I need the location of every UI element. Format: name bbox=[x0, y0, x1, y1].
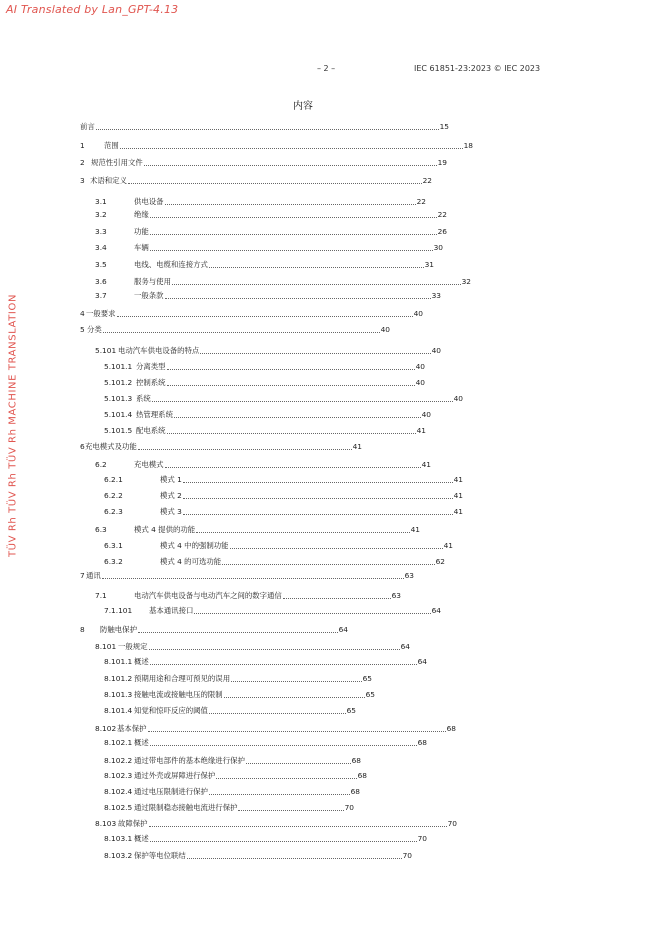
toc-entry[interactable] bbox=[104, 834, 427, 844]
toc-page-number: 65 bbox=[365, 690, 375, 699]
toc-entry[interactable] bbox=[104, 426, 426, 436]
dot-leader bbox=[172, 284, 461, 285]
toc-entry[interactable] bbox=[104, 771, 367, 781]
toc-page-number: 30 bbox=[433, 243, 443, 252]
toc-section-number: 1 bbox=[80, 141, 85, 150]
dot-leader bbox=[167, 433, 416, 434]
toc-entry[interactable] bbox=[104, 507, 463, 517]
dot-leader bbox=[103, 332, 380, 333]
toc-section-number: 3 bbox=[80, 176, 85, 185]
toc-page-number: 41 bbox=[453, 475, 463, 484]
toc-page-number: 40 bbox=[431, 346, 441, 355]
toc-entry[interactable] bbox=[80, 141, 473, 151]
translation-watermark: AI Translated by Lan_GPT-4.13 bbox=[6, 3, 179, 16]
dot-leader bbox=[144, 165, 437, 166]
toc-section-title: 车辆 bbox=[134, 243, 149, 252]
toc-section-title: 模式 4 提供的功能 bbox=[134, 525, 196, 534]
toc-entry[interactable] bbox=[95, 525, 420, 535]
dot-leader bbox=[150, 841, 417, 842]
toc-section-title: 分类 bbox=[87, 325, 102, 334]
toc-page-number: 68 bbox=[350, 787, 360, 796]
toc-entry[interactable] bbox=[104, 362, 425, 372]
toc-section-number: 6.2.3 bbox=[104, 507, 123, 516]
toc-page-number: 70 bbox=[344, 803, 354, 812]
toc-section-title: 一般规定 bbox=[118, 642, 148, 651]
toc-section-number: 2 bbox=[80, 158, 85, 167]
toc-section-title: 一般要求 bbox=[86, 309, 116, 318]
toc-page-number: 65 bbox=[346, 706, 356, 715]
toc-section-number: 8.101.2 bbox=[104, 674, 133, 683]
dot-leader bbox=[238, 810, 343, 811]
page-title: 内容 bbox=[293, 101, 313, 112]
toc-section-title: 电动汽车供电设备的特点 bbox=[118, 346, 200, 355]
dot-leader bbox=[167, 385, 415, 386]
toc-section-title: 预期用途和合理可预见的误用 bbox=[134, 674, 231, 683]
toc-section-title: 故障保护 bbox=[118, 819, 148, 828]
standard-reference: IEC 61851-23:2023 © IEC 2023 bbox=[414, 64, 541, 73]
dot-leader bbox=[165, 467, 421, 468]
toc-entry[interactable] bbox=[80, 122, 449, 132]
toc-section-number: 5.101 bbox=[95, 346, 117, 355]
toc-page-number: 41 bbox=[416, 426, 426, 435]
toc-section-title: 范围 bbox=[104, 141, 119, 150]
dot-leader bbox=[194, 613, 430, 614]
toc-section-number: 7.1 bbox=[95, 591, 107, 600]
toc-page-number: 40 bbox=[415, 378, 425, 387]
page-number: – 2 – bbox=[317, 64, 336, 73]
toc-section-title: 功能 bbox=[134, 227, 149, 236]
toc-section-number: 6.2 bbox=[95, 460, 107, 469]
dot-leader bbox=[128, 183, 422, 184]
toc-entry[interactable] bbox=[104, 606, 441, 616]
dot-leader bbox=[165, 298, 431, 299]
toc-entry[interactable] bbox=[104, 491, 463, 501]
toc-entry[interactable] bbox=[80, 625, 348, 635]
dot-leader bbox=[150, 745, 417, 746]
toc-entry[interactable] bbox=[80, 158, 447, 168]
toc-page-number: 41 bbox=[421, 460, 431, 469]
dot-leader bbox=[196, 532, 409, 533]
toc-page-number: 41 bbox=[410, 525, 420, 534]
toc-section-number: 6.2.1 bbox=[104, 475, 123, 484]
dot-leader bbox=[150, 217, 437, 218]
toc-page-number: 68 bbox=[357, 771, 367, 780]
toc-section-title: 模式 4 的可选功能 bbox=[160, 557, 222, 566]
toc-entry[interactable] bbox=[104, 557, 445, 567]
dot-leader bbox=[216, 778, 356, 779]
toc-page-number: 40 bbox=[413, 309, 423, 318]
toc-section-title: 电线、电缆和连接方式 bbox=[134, 260, 208, 269]
toc-page-number: 40 bbox=[453, 394, 463, 403]
dot-leader bbox=[102, 578, 404, 579]
toc-section-number: 3.1 bbox=[95, 197, 107, 206]
toc-entry[interactable] bbox=[95, 642, 410, 652]
toc-section-title: 绝缘 bbox=[134, 210, 149, 219]
toc-page-number: 32 bbox=[461, 277, 471, 286]
toc-section-title: 热管理系统 bbox=[136, 410, 173, 419]
toc-entry[interactable] bbox=[80, 176, 432, 186]
toc-page-number: 64 bbox=[400, 642, 410, 651]
toc-entry[interactable] bbox=[95, 227, 447, 237]
toc-entry[interactable] bbox=[95, 243, 443, 253]
toc-page-number: 68 bbox=[351, 756, 361, 765]
toc-section-number: 8.102.5 bbox=[104, 803, 133, 812]
toc-section-number: 3.2 bbox=[95, 210, 107, 219]
toc-section-number: 5.101.3 bbox=[104, 394, 133, 403]
toc-entry[interactable] bbox=[80, 325, 390, 335]
toc-section-number: 3.7 bbox=[95, 291, 107, 300]
toc-section-number: 4 bbox=[80, 309, 85, 318]
toc-page-number: 41 bbox=[453, 507, 463, 516]
toc-entry[interactable] bbox=[104, 475, 463, 485]
toc-page-number: 15 bbox=[439, 122, 449, 131]
toc-entry[interactable] bbox=[95, 591, 401, 601]
toc-page-number: 63 bbox=[404, 571, 414, 580]
toc-page-number: 64 bbox=[338, 625, 348, 634]
dot-leader bbox=[224, 697, 365, 698]
toc-page-number: 40 bbox=[421, 410, 431, 419]
toc-section-number: 8 bbox=[80, 625, 85, 634]
toc-entry[interactable] bbox=[104, 378, 425, 388]
toc-section-title: 通讯 bbox=[86, 571, 101, 580]
toc-section-number: 6.3.2 bbox=[104, 557, 123, 566]
dot-leader bbox=[152, 401, 453, 402]
side-watermark: TÜV Rh TÜV Rh TÜV Rh MACHINE TRANSLATION bbox=[7, 293, 19, 558]
toc-page-number: 70 bbox=[447, 819, 457, 828]
toc-section-number: 8.101.3 bbox=[104, 690, 133, 699]
toc-page-number: 26 bbox=[437, 227, 447, 236]
toc-entry[interactable] bbox=[104, 706, 356, 716]
toc-entry[interactable] bbox=[104, 756, 361, 766]
dot-leader bbox=[231, 681, 362, 682]
dot-leader bbox=[187, 858, 402, 859]
toc-page-number: 63 bbox=[391, 591, 401, 600]
toc-page-number: 22 bbox=[416, 197, 426, 206]
dot-leader bbox=[209, 267, 424, 268]
toc-page-number: 22 bbox=[437, 210, 447, 219]
toc-entry[interactable] bbox=[104, 674, 372, 684]
dot-leader bbox=[149, 826, 447, 827]
toc-page-number: 65 bbox=[362, 674, 372, 683]
toc-entry[interactable] bbox=[80, 442, 362, 452]
toc-section-number: 8.103.2 bbox=[104, 851, 133, 860]
toc-page-number: 64 bbox=[431, 606, 441, 615]
toc-section-number: 3.5 bbox=[95, 260, 107, 269]
toc-section-number: 6.2.2 bbox=[104, 491, 123, 500]
toc-section-number: 8.101.1 bbox=[104, 657, 133, 666]
toc-section-title: 充电模式及功能 bbox=[85, 442, 137, 451]
toc-section-title: 概述 bbox=[134, 834, 149, 843]
toc-section-number: 3.3 bbox=[95, 227, 107, 236]
toc-section-title: 通过外壳或屏障进行保护 bbox=[134, 771, 216, 780]
toc-entry[interactable] bbox=[95, 346, 441, 356]
toc-section-number: 5 bbox=[80, 325, 85, 334]
toc-section-title: 防触电保护 bbox=[100, 625, 137, 634]
toc-section-title: 服务与使用 bbox=[134, 277, 171, 286]
dot-leader bbox=[149, 649, 400, 650]
toc-page-number: 31 bbox=[424, 260, 434, 269]
toc-section-number: 8.102 bbox=[95, 724, 117, 733]
toc-section-number: 8.102.1 bbox=[104, 738, 133, 747]
toc-section-number: 8.101 bbox=[95, 642, 117, 651]
dot-leader bbox=[209, 794, 350, 795]
toc-section-number: 5.101.2 bbox=[104, 378, 133, 387]
toc-section-title: 术语和定义 bbox=[90, 176, 127, 185]
dot-leader bbox=[230, 548, 443, 549]
toc-section-title: 通过带电部件的基本绝缘进行保护 bbox=[134, 756, 245, 765]
toc-page-number: 64 bbox=[417, 657, 427, 666]
toc-section-title: 分离类型 bbox=[136, 362, 166, 371]
toc-page-number: 68 bbox=[446, 724, 456, 733]
toc-entry[interactable] bbox=[104, 851, 412, 861]
toc-section-title: 模式 3 bbox=[160, 507, 182, 516]
toc-section-title: 通过电压限制进行保护 bbox=[134, 787, 208, 796]
toc-section-title: 充电模式 bbox=[134, 460, 164, 469]
toc-entry[interactable] bbox=[104, 787, 360, 797]
toc-page-number: 70 bbox=[417, 834, 427, 843]
toc-section-number: 8.103.1 bbox=[104, 834, 133, 843]
toc-section-number: 7 bbox=[80, 571, 85, 580]
toc-section-title: 一般条款 bbox=[134, 291, 164, 300]
toc-section-number: 6.3 bbox=[95, 525, 107, 534]
toc-page-number: 41 bbox=[352, 442, 362, 451]
dot-leader bbox=[222, 564, 434, 565]
toc-entry[interactable] bbox=[104, 541, 453, 551]
toc-section-title: 概述 bbox=[134, 738, 149, 747]
toc-section-title: 电动汽车供电设备与电动汽车之间的数字通信 bbox=[134, 591, 282, 600]
toc-section-title: 系统 bbox=[136, 394, 151, 403]
toc-entry[interactable] bbox=[95, 460, 431, 470]
toc-entry[interactable] bbox=[104, 657, 427, 667]
toc-section-number: 5.101.5 bbox=[104, 426, 133, 435]
toc-section-title: 知觉和惊吓反应的阈值 bbox=[134, 706, 208, 715]
toc-section-title: 模式 2 bbox=[160, 491, 182, 500]
toc-page-number: 40 bbox=[380, 325, 390, 334]
toc-page-number: 33 bbox=[431, 291, 441, 300]
toc-page-number: 70 bbox=[402, 851, 412, 860]
dot-leader bbox=[200, 353, 430, 354]
dot-leader bbox=[174, 417, 421, 418]
toc-section-number: 5.101.1 bbox=[104, 362, 133, 371]
toc-section-title: 基本通讯接口 bbox=[149, 606, 194, 615]
toc-page-number: 40 bbox=[415, 362, 425, 371]
toc-section-number: 8.101.4 bbox=[104, 706, 133, 715]
toc-entry[interactable] bbox=[95, 819, 457, 829]
dot-leader bbox=[167, 369, 415, 370]
toc-section-title: 模式 4 中的强制功能 bbox=[160, 541, 229, 550]
toc-section-title: 模式 1 bbox=[160, 475, 182, 484]
toc-section-title: 保护等电位联结 bbox=[134, 851, 186, 860]
toc-section-title: 前言 bbox=[80, 122, 95, 131]
toc-section-title: 概述 bbox=[134, 657, 149, 666]
toc-page-number: 22 bbox=[422, 176, 432, 185]
toc-page-number: 18 bbox=[463, 141, 473, 150]
toc-section-number: 8.102.3 bbox=[104, 771, 133, 780]
dot-leader bbox=[96, 129, 439, 130]
toc-section-number: 3.4 bbox=[95, 243, 107, 252]
dot-leader bbox=[138, 449, 352, 450]
toc-page-number: 41 bbox=[453, 491, 463, 500]
dot-leader bbox=[183, 482, 453, 483]
toc-section-title: 基本保护 bbox=[117, 724, 147, 733]
toc-entry[interactable] bbox=[95, 210, 447, 220]
dot-leader bbox=[117, 316, 413, 317]
toc-section-number: 8.103 bbox=[95, 819, 117, 828]
toc-entry[interactable] bbox=[104, 690, 375, 700]
toc-entry[interactable] bbox=[80, 309, 423, 319]
dot-leader bbox=[283, 598, 391, 599]
dot-leader bbox=[120, 148, 463, 149]
toc-section-title: 通过限制稳态接触电流进行保护 bbox=[134, 803, 238, 812]
toc-section-title: 配电系统 bbox=[136, 426, 166, 435]
dot-leader bbox=[246, 763, 351, 764]
toc-section-title: 接触电流或接触电压的限制 bbox=[134, 690, 223, 699]
toc-page-number: 19 bbox=[437, 158, 447, 167]
toc-section-number: 8.102.2 bbox=[104, 756, 133, 765]
toc-section-title: 控制系统 bbox=[136, 378, 166, 387]
toc-entry[interactable] bbox=[80, 571, 414, 581]
dot-leader bbox=[183, 498, 453, 499]
toc-section-title: 供电设备 bbox=[134, 197, 164, 206]
toc-entry[interactable] bbox=[104, 738, 427, 748]
toc-entry[interactable] bbox=[95, 197, 426, 207]
toc-section-number: 8.102.4 bbox=[104, 787, 133, 796]
dot-leader bbox=[138, 632, 338, 633]
toc-entry[interactable] bbox=[95, 291, 441, 301]
dot-leader bbox=[150, 250, 433, 251]
toc-section-number: 3.6 bbox=[95, 277, 107, 286]
toc-section-number: 6 bbox=[80, 442, 85, 451]
toc-page-number: 41 bbox=[443, 541, 453, 550]
dot-leader bbox=[148, 731, 446, 732]
toc-section-number: 7.1.101 bbox=[104, 606, 133, 615]
dot-leader bbox=[183, 514, 453, 515]
toc-entry[interactable] bbox=[95, 277, 471, 287]
toc-section-number: 6.3.1 bbox=[104, 541, 123, 550]
toc-page-number: 68 bbox=[417, 738, 427, 747]
toc-section-title: 规范性引用文件 bbox=[91, 158, 143, 167]
dot-leader bbox=[150, 234, 437, 235]
toc-section-number: 5.101.4 bbox=[104, 410, 133, 419]
toc-entry[interactable] bbox=[95, 724, 456, 734]
dot-leader bbox=[209, 713, 346, 714]
dot-leader bbox=[165, 204, 416, 205]
toc-entry[interactable] bbox=[104, 410, 431, 420]
dot-leader bbox=[150, 664, 417, 665]
toc-entry[interactable] bbox=[104, 394, 463, 404]
toc-page-number: 62 bbox=[435, 557, 445, 566]
toc-entry[interactable] bbox=[104, 803, 354, 813]
toc-entry[interactable] bbox=[95, 260, 434, 270]
